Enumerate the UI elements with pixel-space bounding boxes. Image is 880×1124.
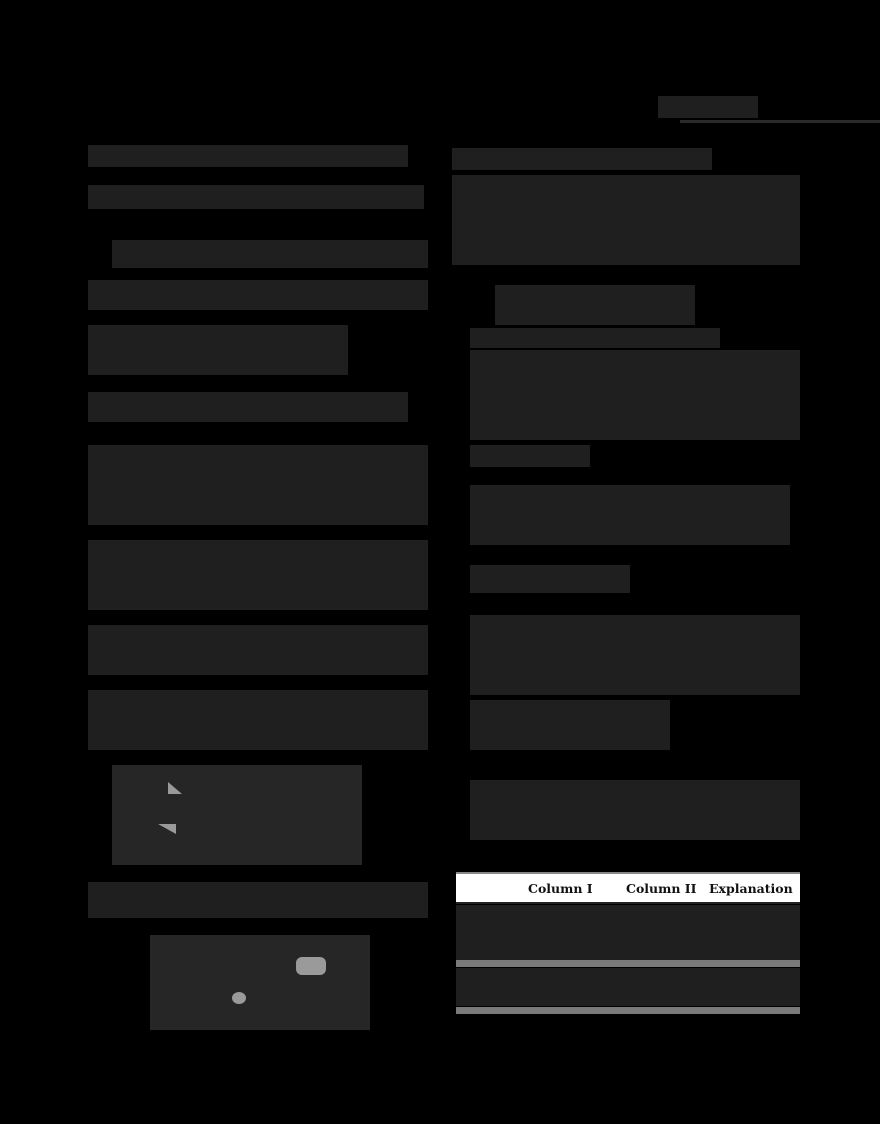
column-header-2: Column II [626,880,697,896]
table-bottom-rule [456,1007,800,1014]
text-paragraph [470,485,790,545]
equation [470,445,590,467]
equation [495,285,695,325]
table-header-row [456,872,800,904]
text-paragraph [88,882,428,918]
text-paragraph [452,175,800,265]
chemical-structure [150,935,370,1030]
header-rule [680,120,880,123]
text-paragraph [470,615,800,695]
text-paragraph [88,625,428,675]
text-paragraph [470,700,670,750]
text-line [88,185,424,209]
table-row-2 [456,968,800,1006]
circled-dot-icon [232,992,246,1004]
text-line [470,328,720,348]
text-line [88,145,408,167]
equation [88,325,348,375]
table-row-separator [456,960,800,967]
text-line [452,148,712,170]
text-paragraph [470,780,800,840]
circled-plus-icon [296,957,326,975]
column-header-3: Explanation [709,880,793,896]
chemical-structure [112,765,362,865]
text-line [88,280,428,310]
text-paragraph [470,350,800,440]
column-header-1: Column I [528,880,593,896]
matching-table [456,872,800,904]
running-header [658,96,758,118]
text-line [88,392,408,422]
text-paragraph [88,445,428,525]
text-line [112,240,428,268]
text-paragraph [88,690,428,750]
text-paragraph [88,540,428,610]
equation [470,565,630,593]
table-row-1 [456,905,800,960]
